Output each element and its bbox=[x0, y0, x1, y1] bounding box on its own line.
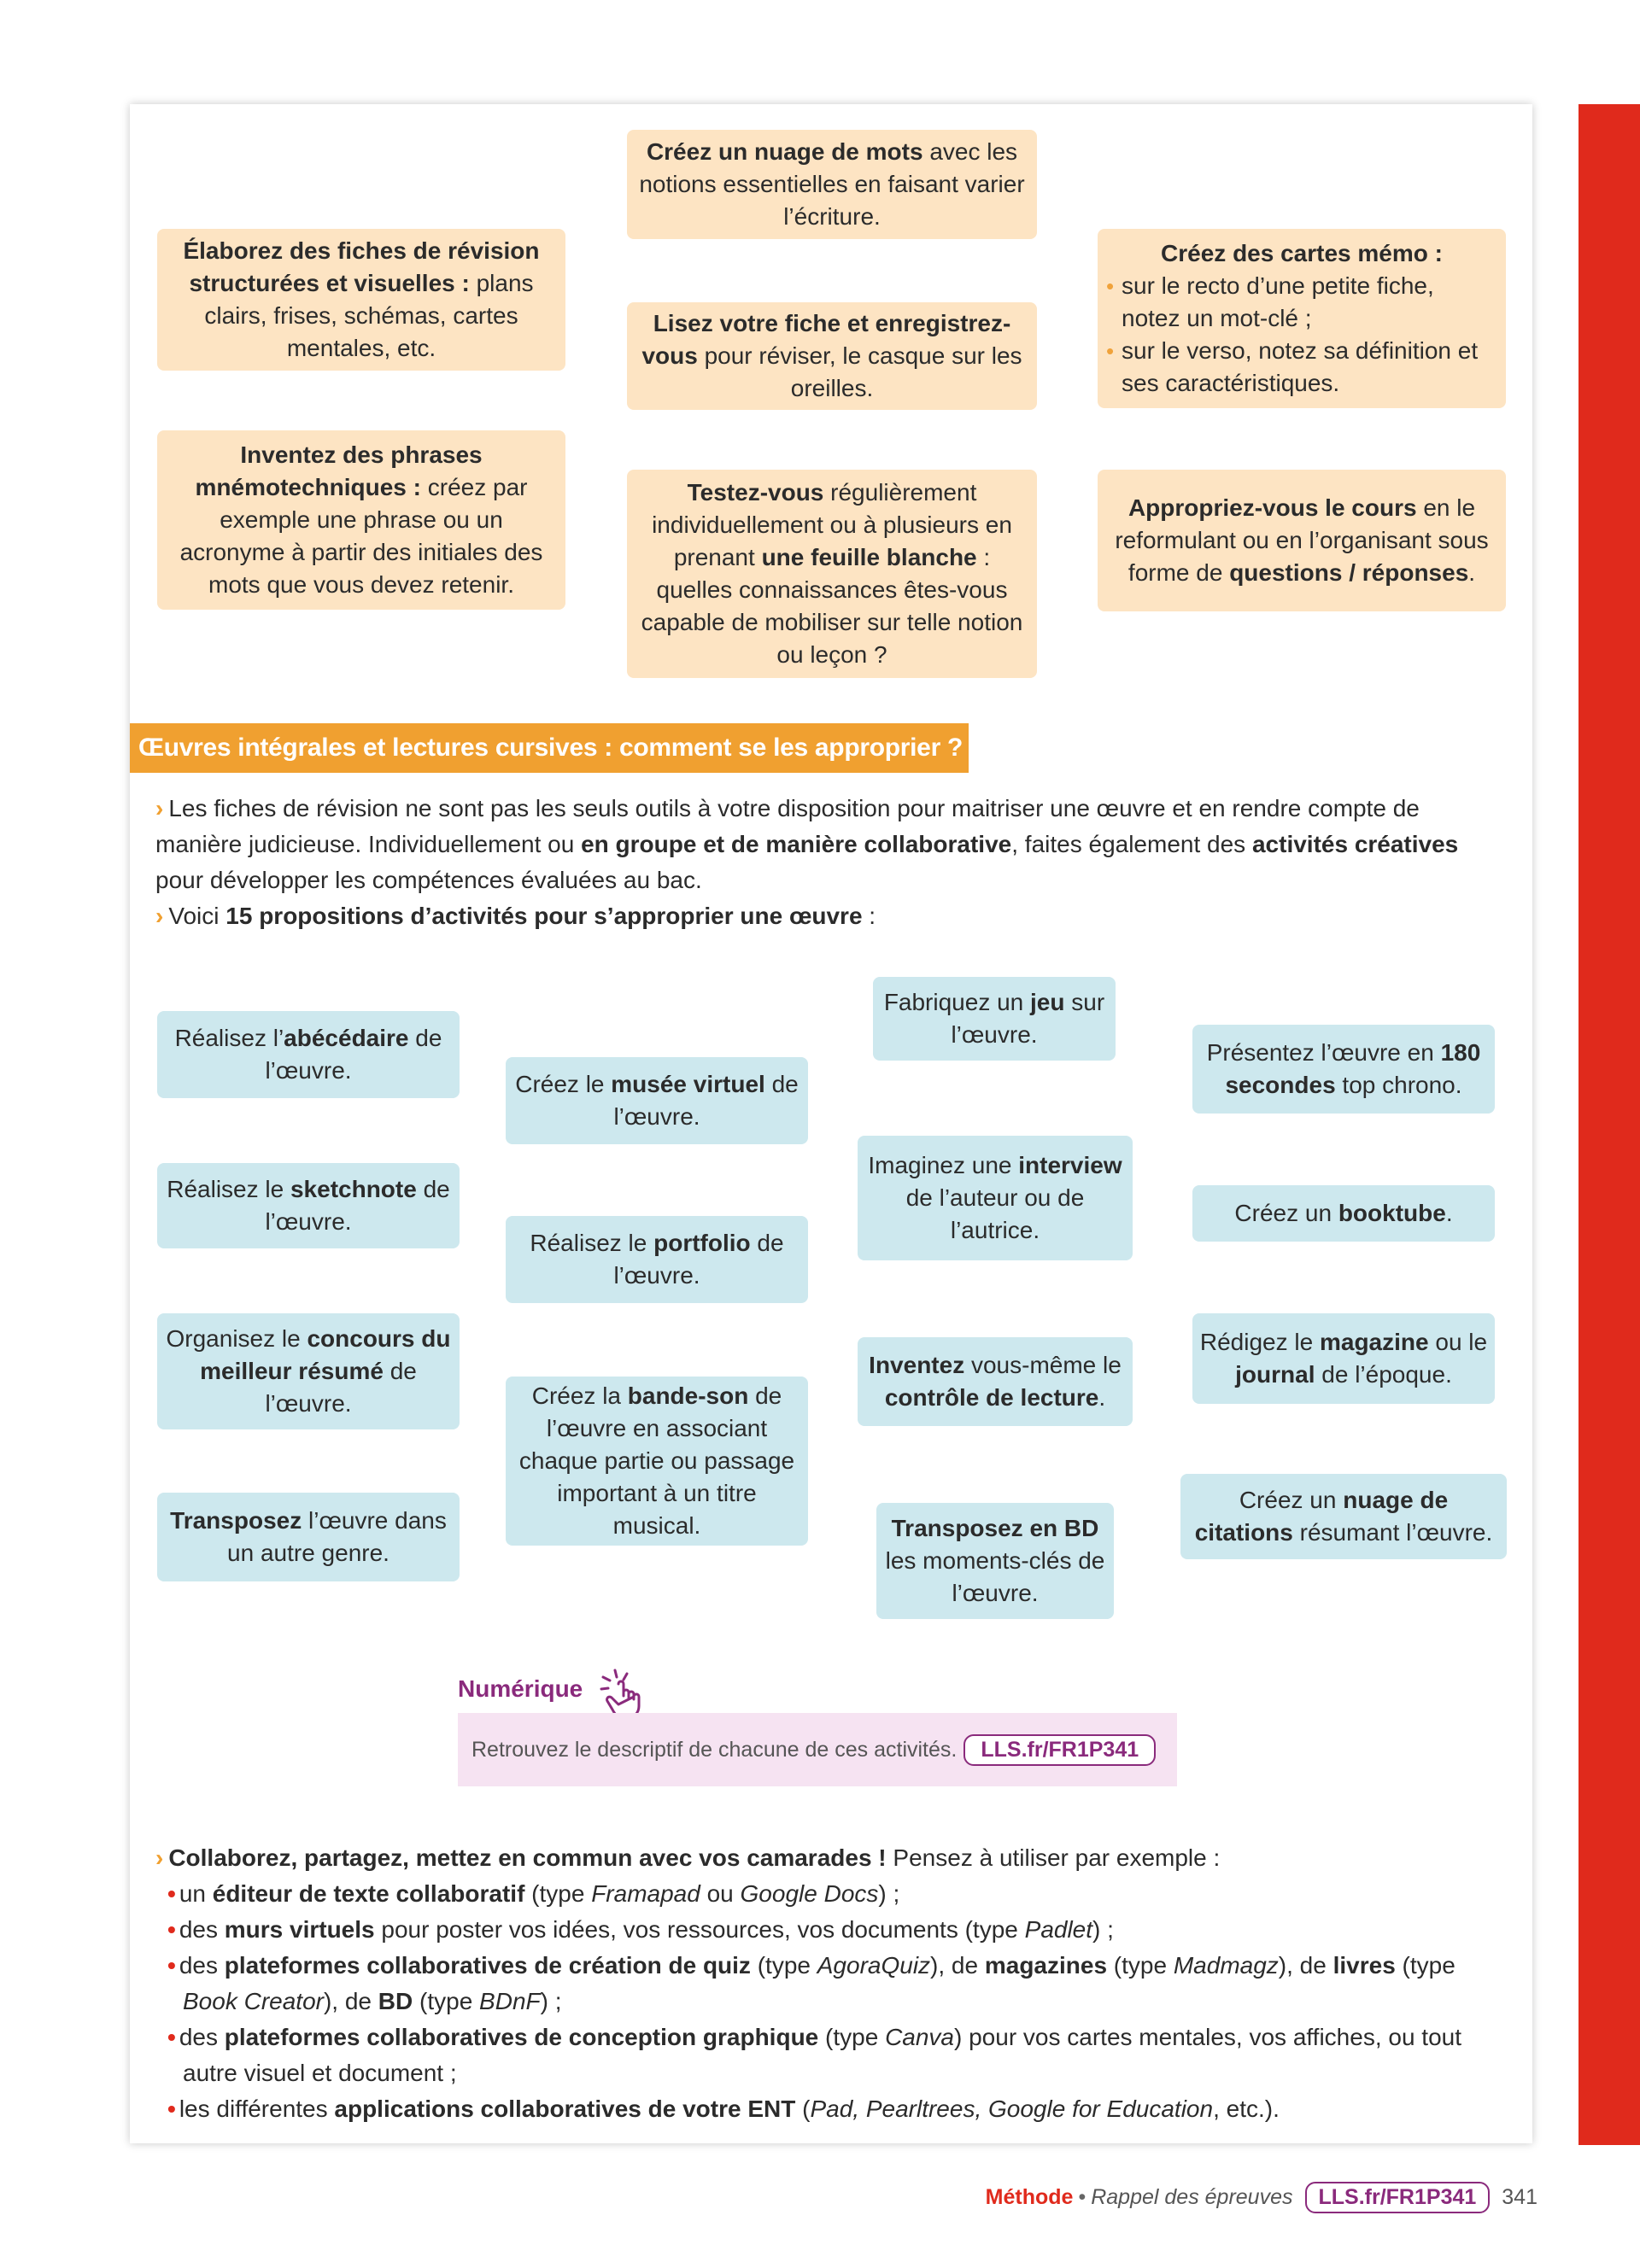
tip-nuage-mots: Créez un nuage de mots avec les notions essentielles en faisant varier l’écriture. bbox=[627, 130, 1037, 239]
activity-180-secondes: Présentez l’œuvre en 180 secondes top chrono. bbox=[1192, 1025, 1495, 1114]
footer-separator: • bbox=[1078, 2184, 1086, 2209]
numerique-text: Retrouvez le descriptif de chacune de ces activités. bbox=[472, 1737, 958, 1762]
activity-transposez-genre: Transposez l’œuvre dans un autre genre. bbox=[157, 1493, 460, 1581]
section-heading: Œuvres intégrales et lectures cursives : comment se les approprier ? bbox=[130, 723, 969, 773]
numerique-title: Numérique bbox=[458, 1675, 583, 1702]
footer-subtitle: Rappel des épreuves bbox=[1091, 2184, 1293, 2209]
activity-bande-son: Créez la bande-son de l’œuvre en associant chaque partie ou passage important à un titre musical. bbox=[506, 1377, 808, 1546]
activity-nuage-citations: Créez un nuage de citations résumant l’œuvre. bbox=[1180, 1474, 1507, 1559]
intro-paragraph-1: › Les fiches de révision ne sont pas les seuls outils à votre disposition pour maitriser une œuvre et en rendre compte de manière judicieuse. Individuellement ou en groupe et de manière collaborative, faites également des activités créatives pour développer les compétences évaluées au bac. bbox=[155, 795, 1459, 893]
side-color-band bbox=[1578, 104, 1640, 2145]
footer-method: Méthode bbox=[985, 2184, 1074, 2209]
collab-item-4: • des plateformes collaboratives de conception graphique (type Canva) pour vos cartes mentales, vos affiches, ou tout bbox=[167, 2024, 1462, 2050]
tip-cartes-memo: Créez des cartes mémo : • sur le recto d’une petite fiche, notez un mot-clé ; • sur le verso, notez sa définition et ses caractéristiques. bbox=[1098, 229, 1506, 408]
page-footer bbox=[974, 2180, 1538, 2214]
activity-concours-resume: Organisez le concours du meilleur résumé de l’œuvre. bbox=[157, 1313, 460, 1429]
tip-fiches-revision: Élaborez des fiches de révision structurées et visuelles : plans clairs, frises, schémas, cartes mentales, etc. bbox=[157, 229, 565, 371]
activity-portfolio: Réalisez le portfolio de l’œuvre. bbox=[506, 1216, 808, 1303]
numerique-link[interactable]: LLS.fr/FR1P341 bbox=[964, 1734, 1156, 1766]
activity-sketchnote: Réalisez le sketchnote de l’œuvre. bbox=[157, 1163, 460, 1248]
activity-booktube: Créez un booktube. bbox=[1192, 1185, 1495, 1242]
numerique-box bbox=[458, 1713, 1177, 1786]
activity-magazine-journal: Rédigez le magazine ou le journal de l’époque. bbox=[1192, 1313, 1495, 1404]
tip-phrases-mnemo: Inventez des phrases mnémotechniques : créez par exemple une phrase ou un acronyme à partir des initiales des mots que vous devez retenir. bbox=[157, 430, 565, 610]
footer-link[interactable]: LLS.fr/FR1P341 bbox=[1305, 2182, 1491, 2213]
activity-interview: Imaginez une interview de l’auteur ou de l’autrice. bbox=[858, 1136, 1133, 1260]
activity-abecedaire: Réalisez l’abécédaire de l’œuvre. bbox=[157, 1011, 460, 1098]
chevron-icon: › bbox=[155, 1844, 164, 1871]
collab-item-3: • des plateformes collaboratives de création de quiz (type AgoraQuiz), de magazines (type Madmagz), de livres (type bbox=[167, 1952, 1456, 1979]
content-card bbox=[130, 104, 1532, 2143]
tip-testez-vous: Testez-vous régulièrement individuellement ou à plusieurs en prenant une feuille blanche : quelles connaissances êtes-vous capable de mobiliser sur telle notion ou leçon ? bbox=[627, 470, 1037, 678]
memo-item-recto: • sur le recto d’une petite fiche, notez un mot-clé ; bbox=[1106, 270, 1497, 335]
activity-jeu: Fabriquez un jeu sur l’œuvre. bbox=[873, 977, 1116, 1061]
activity-musee-virtuel: Créez le musée virtuel de l’œuvre. bbox=[506, 1057, 808, 1144]
memo-item-verso: • sur le verso, notez sa définition et ses caractéristiques. bbox=[1106, 335, 1497, 400]
tip-appropriez-cours: Appropriez-vous le cours en le reformulant ou en l’organisant sous forme de questions / réponses. bbox=[1098, 470, 1506, 611]
tip-lisez-fiche: Lisez votre fiche et enregistrez-vous pour réviser, le casque sur les oreilles. bbox=[627, 302, 1037, 410]
intro-paragraph-2: › Voici 15 propositions d’activités pour s’approprier une œuvre : bbox=[155, 903, 876, 929]
collab-item-2: • des murs virtuels pour poster vos idées, vos ressources, vos documents (type Padlet) ; bbox=[167, 1916, 1114, 1943]
activity-controle-lecture: Inventez vous-même le contrôle de lecture. bbox=[858, 1337, 1133, 1426]
chevron-icon: › bbox=[155, 903, 164, 929]
collab-item-1: • un éditeur de texte collaboratif (type Framapad ou Google Docs) ; bbox=[167, 1880, 900, 1907]
collab-item-5: • les différentes applications collaboratives de votre ENT (Pad, Pearltrees, Google for Education, etc.). bbox=[167, 2096, 1280, 2122]
chevron-icon: › bbox=[155, 795, 164, 821]
activity-transposez-bd: Transposez en BD les moments-clés de l’œuvre. bbox=[876, 1503, 1114, 1619]
collab-section: › Collaborez, partagez, mettez en commun avec vos camarades ! Pensez à utiliser par exemple : • un éditeur de texte collaboratif (type Framapad ou Google Docs) ; • des murs virtuels pour poster vos idées, vos ressources, vos documents (type Padlet) ; • des plateformes collaboratives de création de quiz (type AgoraQuiz), de magazines (type Madmagz), de livres (type Book Creator), de BD (type BDnF) ; • des plateformes collaboratives de conception graphique (type Canva) pour vos cartes mentales, vos affiches, ou tout autre visuel et document ; • les différentes applications collaboratives de votre ENT (Pad, Pearltrees, Google for Education, etc.). bbox=[155, 1840, 1505, 2127]
page-number: 341 bbox=[1502, 2184, 1538, 2209]
